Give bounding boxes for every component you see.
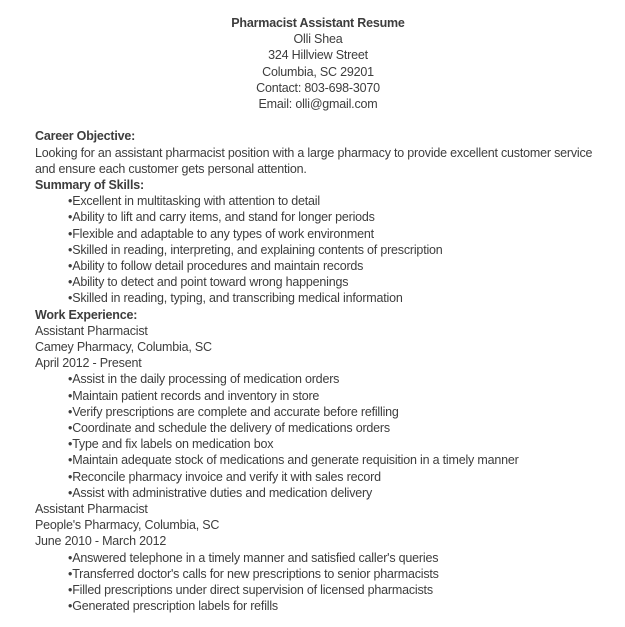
skill-item: • Skilled in reading, typing, and transcribing medical information <box>68 290 601 306</box>
work-experience-heading: Work Experience: <box>35 307 138 322</box>
job-duty-item: • Verify prescriptions are complete and accurate before refilling <box>68 404 601 420</box>
job-duty-item: • Coordinate and schedule the delivery of medications orders <box>68 420 601 436</box>
skill-item: • Skilled in reading, interpreting, and explaining contents of prescription <box>68 242 601 258</box>
applicant-phone: Contact: 803-698-3070 <box>256 80 380 95</box>
job-title: Assistant Pharmacist <box>35 502 148 517</box>
job-duty-item: • Transferred doctor's calls for new prescriptions to senior pharmacists <box>68 566 601 582</box>
skills-list <box>35 193 601 306</box>
skill-item: • Ability to lift and carry items, and stand for longer periods <box>68 209 601 225</box>
job-duties-list <box>35 550 601 615</box>
job-entry <box>35 501 601 614</box>
skill-item: • Ability to follow detail procedures and maintain records <box>68 258 601 274</box>
job-company: Camey Pharmacy, Columbia, SC <box>35 340 212 355</box>
work-experience-section <box>35 307 601 615</box>
applicant-city-state-zip: Columbia, SC 29201 <box>262 64 374 79</box>
resume-title: Pharmacist Assistant Resume <box>231 16 405 30</box>
job-duty-item: • Answered telephone in a timely manner and satisfied caller's queries <box>68 550 601 566</box>
job-duty-item: • Generated prescription labels for refills <box>68 598 601 614</box>
career-objective-text-line: and ensure each customer gets personal attention. <box>35 161 307 176</box>
applicant-name: Olli Shea <box>293 32 343 47</box>
career-objective-section <box>35 128 601 177</box>
skill-item: • Excellent in multitasking with attention to detail <box>68 193 601 209</box>
resume-header <box>35 15 601 112</box>
applicant-email: Email: olli@gmail.com <box>258 97 378 112</box>
skills-section <box>35 177 601 307</box>
job-company: People's Pharmacy, Columbia, SC <box>35 518 220 533</box>
job-duty-item: • Type and fix labels on medication box <box>68 436 601 452</box>
skills-heading: Summary of Skills: <box>35 178 144 193</box>
job-duty-item: • Maintain adequate stock of medications and generate requisition in a timely manner <box>68 452 601 468</box>
skill-item: • Ability to detect and point toward wrong happenings <box>68 274 601 290</box>
job-duty-item: • Filled prescriptions under direct supervision of licensed pharmacists <box>68 582 601 598</box>
career-objective-text-line: Looking for an assistant pharmacist position with a large pharmacy to provide excellent customer service <box>35 145 593 160</box>
career-objective-heading: Career Objective: <box>35 129 136 144</box>
job-dates: April 2012 - Present <box>35 356 142 371</box>
job-duty-item: • Assist in the daily processing of medication orders <box>68 371 601 387</box>
job-dates: June 2010 - March 2012 <box>35 534 167 549</box>
job-duty-item: • Maintain patient records and inventory in store <box>68 388 601 404</box>
job-title: Assistant Pharmacist <box>35 323 148 338</box>
job-duty-item: • Reconcile pharmacy invoice and verify it with sales record <box>68 469 601 485</box>
skill-item: • Flexible and adaptable to any types of work environment <box>68 226 601 242</box>
job-duties-list <box>35 371 601 501</box>
applicant-street-address: 324 Hillview Street <box>268 48 368 63</box>
job-duty-item: • Assist with administrative duties and medication delivery <box>68 485 601 501</box>
job-entry <box>35 323 601 501</box>
